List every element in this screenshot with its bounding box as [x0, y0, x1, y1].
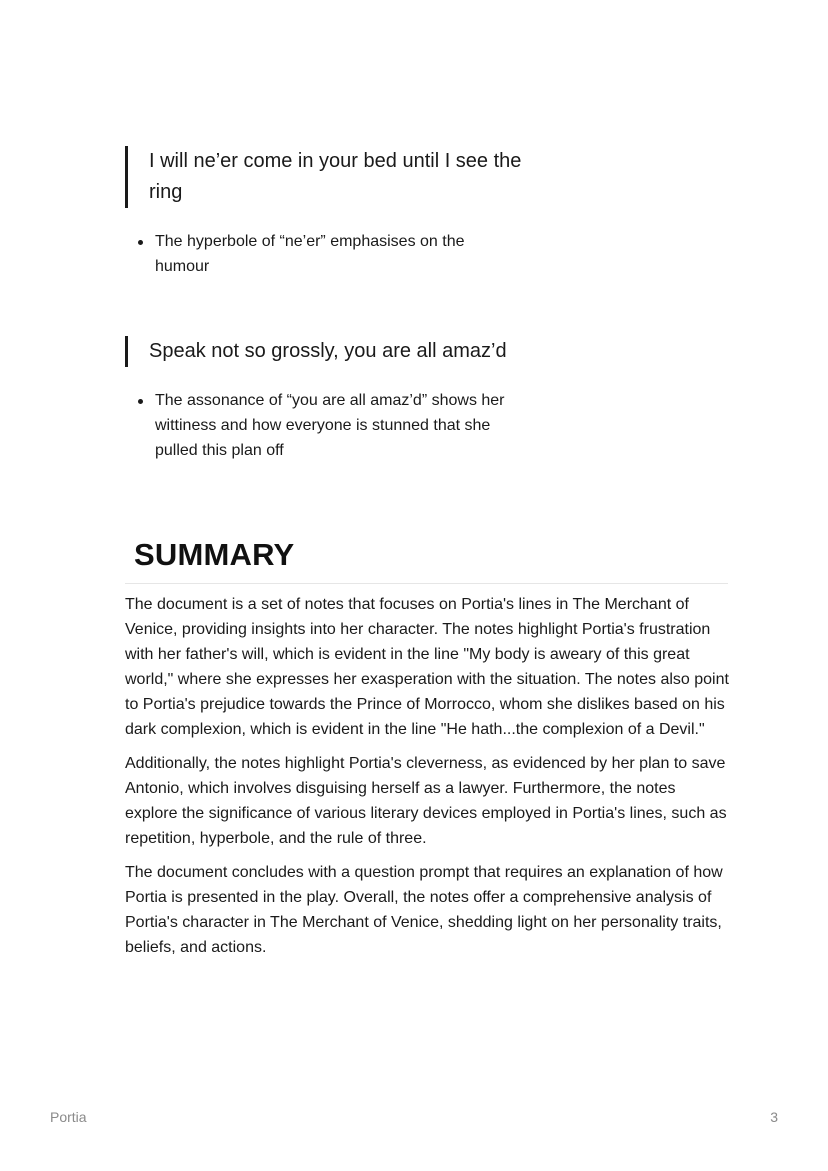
summary-paragraph: The document is a set of notes that focuses on Portia's lines in The Merchant of Venice, providing insights into her character. The notes highlight Portia's frustration with her father's will, which is evident in the line "My body is aweary of this great world," where she expresses her exasperation with the situation. The notes also point to Portia's prejudice towards the Prince of Morrocco, whom she dislikes based on his dark complexion, which is evident in the line "He hath...the complexion of a Devil." — [125, 596, 729, 738]
bullet-item: The hyperbole of “ne’er” emphasises on the humour — [133, 229, 493, 279]
footer-page-number: 3 — [770, 1109, 778, 1125]
quote-block: Speak not so grossly, you are all amaz’d — [125, 336, 569, 367]
summary-body — [125, 592, 730, 969]
summary-heading: SUMMARY — [134, 537, 295, 572]
summary-paragraph: The document concludes with a question prompt that requires an explanation of how Portia is presented in the play. Overall, the notes offer a comprehensive analysis of Portia's character in The Merchant of Venice, shedding light on her personality traits, beliefs, and actions. — [125, 864, 723, 956]
heading-divider — [125, 583, 728, 584]
bullet-list — [133, 229, 493, 279]
bullet-item: The assonance of “you are all amaz’d” shows her wittiness and how everyone is stunned that she pulled this plan off — [133, 388, 533, 463]
quote-block: I will ne’er come in your bed until I see the ring — [125, 146, 534, 208]
footer-document-title: Portia — [50, 1109, 87, 1125]
summary-paragraph: Additionally, the notes highlight Portia's cleverness, as evidenced by her plan to save Antonio, which involves disguising herself as a lawyer. Furthermore, the notes explore the significance of various literary devices employed in Portia's lines, such as repetition, hyperbole, and the rule of three. — [125, 755, 727, 847]
bullet-list — [133, 388, 533, 463]
